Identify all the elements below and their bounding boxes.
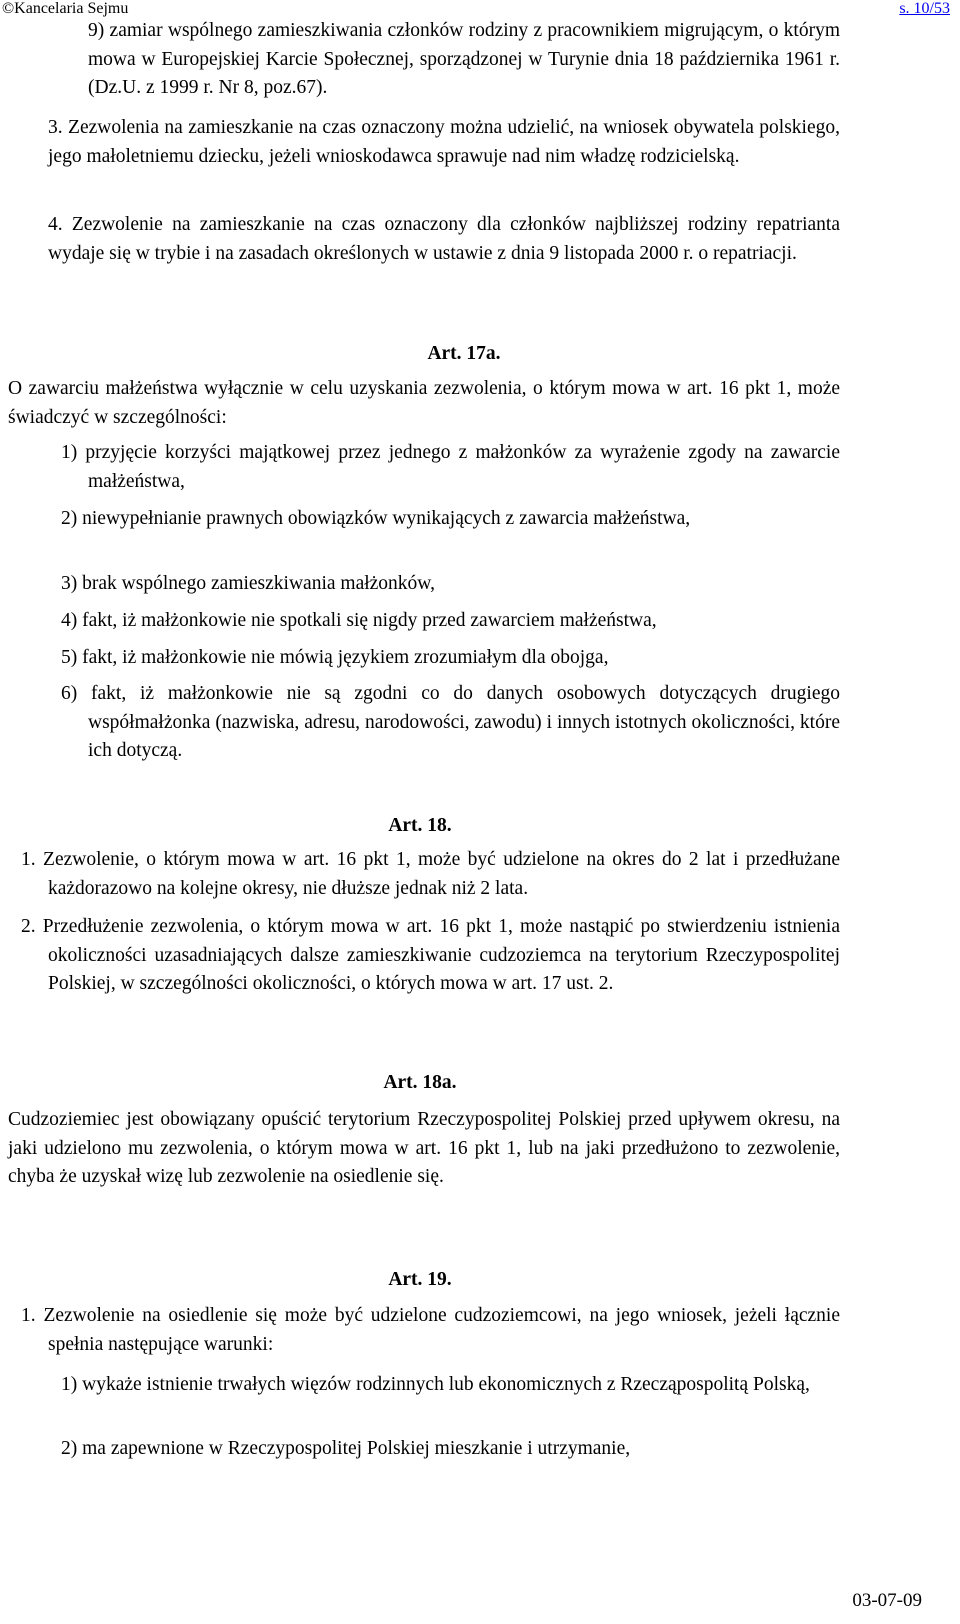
article-19-item-2: 2) ma zapewnione w Rzeczypospolitej Polskiej mieszkanie i utrzymanie, [61, 1438, 631, 1459]
article-17a-item-3: 3) brak wspólnego zamieszkiwania małżonków, [61, 573, 435, 594]
article-title-18: Art. 18. [388, 815, 452, 836]
article-17a-item-1: 1) przyjęcie korzyści majątkowej przez jednego z małżonków za wyrażenie zgody na zawarcie małżeństwa, [61, 442, 840, 492]
article-17a-item-4: 4) fakt, iż małżonkowie nie spotkali się nigdy przed zawarciem małżeństwa, [61, 610, 657, 631]
page-number-link[interactable]: s. 10/53 [899, 0, 950, 17]
article-17a-intro: O zawarciu małżeństwa wyłącznie w celu uzyskania zezwolenia, o którym mowa w art. 16 pkt 1, może świadczyć w szczególności: [8, 378, 840, 428]
article-18-paragraph-1: 1. Zezwolenie, o którym mowa w art. 16 pkt 1, może być udzielone na okres do 2 lat i przedłużane każdorazowo na kolejne okresy, nie dłuższe jednak niż 2 lata. [21, 849, 840, 899]
article-title-17a: Art. 17a. [427, 343, 501, 364]
article-17a-item-2: 2) niewypełnianie prawnych obowiązków wynikających z zawarcia małżeństwa, [61, 508, 691, 529]
document-date: 03-07-09 [852, 1590, 922, 1611]
article-17a-item-6: 6) fakt, iż małżonkowie nie są zgodni co do danych osobowych dotyczących drugiego współmałżonka (nazwiska, adresu, narodowości, zawodu) i innych istotnych okoliczności, które ich dotyczą. [61, 683, 840, 761]
paragraph-4: 4. Zezwolenie na zamieszkanie na czas oznaczony dla członków najbliższej rodziny repatrianta wydaje się w trybie i na zasadach określonych w ustawie z dnia 9 listopada 2000 r. o repatriacji. [48, 214, 840, 264]
article-19-paragraph-1: 1. Zezwolenie na osiedlenie się może być udzielone cudzoziemcowi, na jego wniosek, jeżeli łącznie spełnia następujące warunki: [21, 1305, 840, 1355]
paragraph-3: 3. Zezwolenia na zamieszkanie na czas oznaczony można udzielić, na wniosek obywatela polskiego, jego małoletniemu dziecku, jeżeli wnioskodawca sprawuje nad nim władzę rodzicielską. [48, 117, 840, 167]
article-18a-paragraph: Cudzoziemiec jest obowiązany opuścić terytorium Rzeczypospolitej Polskiej przed upływem okresu, na jaki udzielono mu zezwolenia, o którym mowa w art. 16 pkt 1, lub na jaki przedłużono to zezwolenie, chyba że uzyskał wizę lub zezwolenie na osiedlenie się. [8, 1109, 840, 1187]
copyright-label: ©Kancelaria Sejmu [2, 0, 129, 17]
article-title-19: Art. 19. [388, 1269, 452, 1290]
article-17a-item-5: 5) fakt, iż małżonkowie nie mówią językiem zrozumiałym dla obojga, [61, 647, 609, 668]
paragraph-9: 9) zamiar wspólnego zamieszkiwania członków rodziny z pracownikiem migrującym, o którym mowa w Europejskiej Karcie Społecznej, sporządzonej w Turynie dnia 18 października 1961 r. (Dz.U. z 1999 r. Nr 8, poz.67). [88, 20, 840, 98]
article-19-item-1: 1) wykaże istnienie trwałych więzów rodzinnych lub ekonomicznych z Rzecząpospolitą Polską, [61, 1374, 810, 1395]
article-18-paragraph-2: 2. Przedłużenie zezwolenia, o którym mowa w art. 16 pkt 1, może nastąpić po stwierdzeniu istnienia okoliczności uzasadniających dalsze zamieszkiwanie cudzoziemca na terytorium Rzeczypospolitej Polskiej, w szczególności okoliczności, o których mowa w art. 17 ust. 2. [21, 916, 840, 994]
article-title-18a: Art. 18a. [383, 1072, 457, 1093]
